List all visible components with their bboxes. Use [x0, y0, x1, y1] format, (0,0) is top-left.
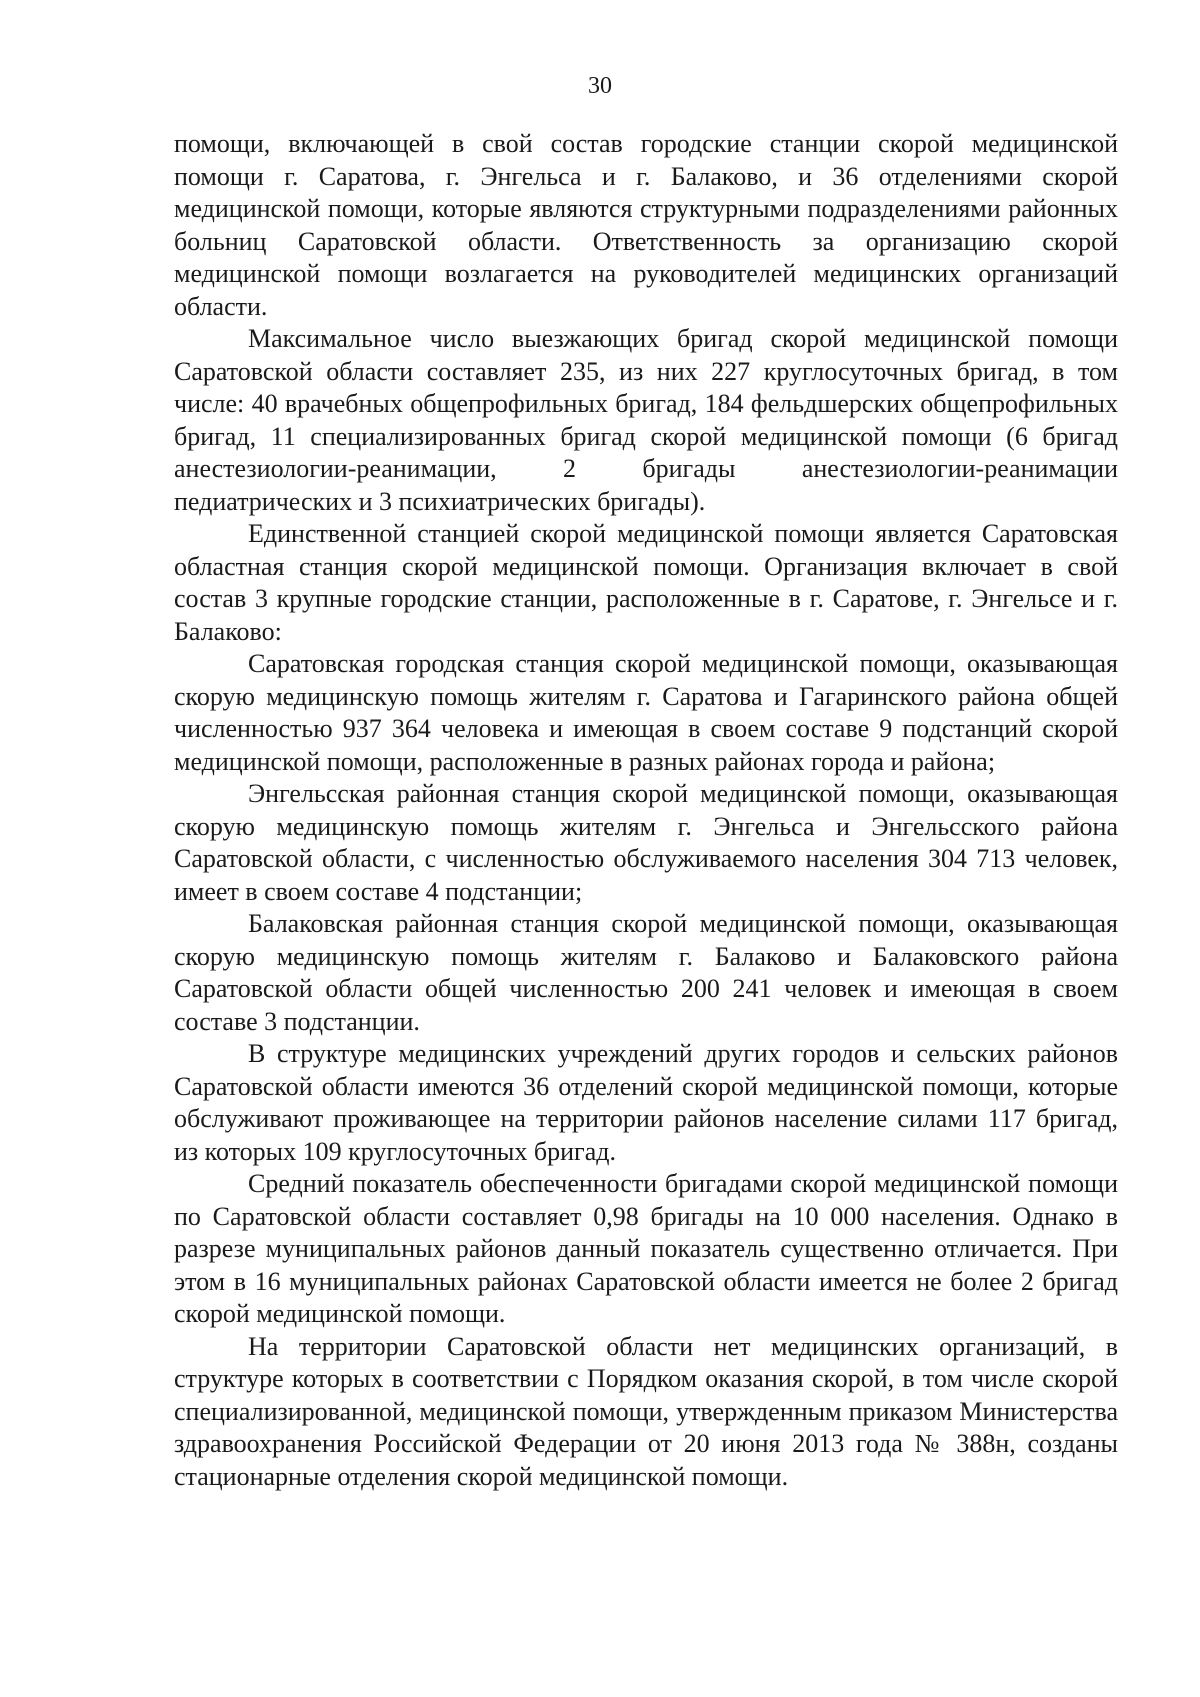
document-body	[174, 128, 1118, 1493]
paragraph-inpatient-departments: На территории Саратовской области нет медицинских организаций, в структуре которых в соответствии с Порядком оказания скорой, в том числе скорой специализированной, медицинской помощи, утвержденным приказом Министерства здравоохранения Российской Федерации от 20 июня 2013 года № 388н, созданы стационарные отделения скорой медицинской помощи.	[174, 1331, 1118, 1491]
paragraph-continuation: помощи, включающей в свой состав городские станции скорой медицинской помощи г. Саратова, г. Энгельса и г. Балаково, и 36 отделениями скорой медицинской помощи, которые являются структурными подразделениями районных больниц Саратовской области. Ответственность за организацию скорой медицинской помощи возлагается на руководителей медицинских организаций области.	[174, 129, 1118, 321]
paragraph-regional-station: Единственной станцией скорой медицинской помощи является Саратовская областная станция скорой медицинской помощи. Организация включает в свой состав 3 крупные городские станции, расположенные в г. Саратове, г. Энгельсе и г. Балаково:	[174, 519, 1118, 646]
paragraph-coverage-indicator: Средний показатель обеспеченности бригадами скорой медицинской помощи по Саратовской области составляет 0,98 бригады на 10 000 населения. Однако в разрезе муниципальных районов данный показатель существенно отличается. При этом в 16 муниципальных районах Саратовской области имеется не более 2 бригад скорой медицинской помощи.	[174, 1169, 1118, 1328]
paragraph-engels-station: Энгельсская районная станция скорой медицинской помощи, оказывающая скорую медицинскую помощь жителям г. Энгельса и Энгельсского района Саратовской области, с численностью обслуживаемого населения 304 713 человек, имеет в своем составе 4 подстанции;	[174, 779, 1118, 906]
page-number: 30	[588, 73, 612, 99]
paragraph-saratov-station: Саратовская городская станция скорой медицинской помощи, оказывающая скорую медицинскую помощь жителям г. Саратова и Гагаринского района общей численностью 937 364 человека и имеющая в своем составе 9 подстанций скорой медицинской помощи, расположенные в разных районах города и района;	[174, 649, 1118, 776]
paragraph-balakovo-station: Балаковская районная станция скорой медицинской помощи, оказывающая скорую медицинскую помощь жителям г. Балаково и Балаковского района Саратовской области общей численностью 200 241 человек и имеющая в своем составе 3 подстанции.	[174, 909, 1118, 1036]
paragraph-district-departments: В структуре медицинских учреждений других городов и сельских районов Саратовской области имеются 36 отделений скорой медицинской помощи, которые обслуживают проживающее на территории районов население силами 117 бригад, из которых 109 круглосуточных бригад.	[174, 1039, 1118, 1166]
paragraph-brigade-count: Максимальное число выезжающих бригад скорой медицинской помощи Саратовской области составляет 235, из них 227 круглосуточных бригад, в том числе: 40 врачебных общепрофильных бригад, 184 фельдшерских общепрофильных бригад, 11 специализированных бригад скорой медицинской помощи (6 бригад анестезиологии-реанимации, 2 бригады анестезиологии-реанимации педиатрических и 3 психиатрических бригады).	[174, 324, 1118, 516]
